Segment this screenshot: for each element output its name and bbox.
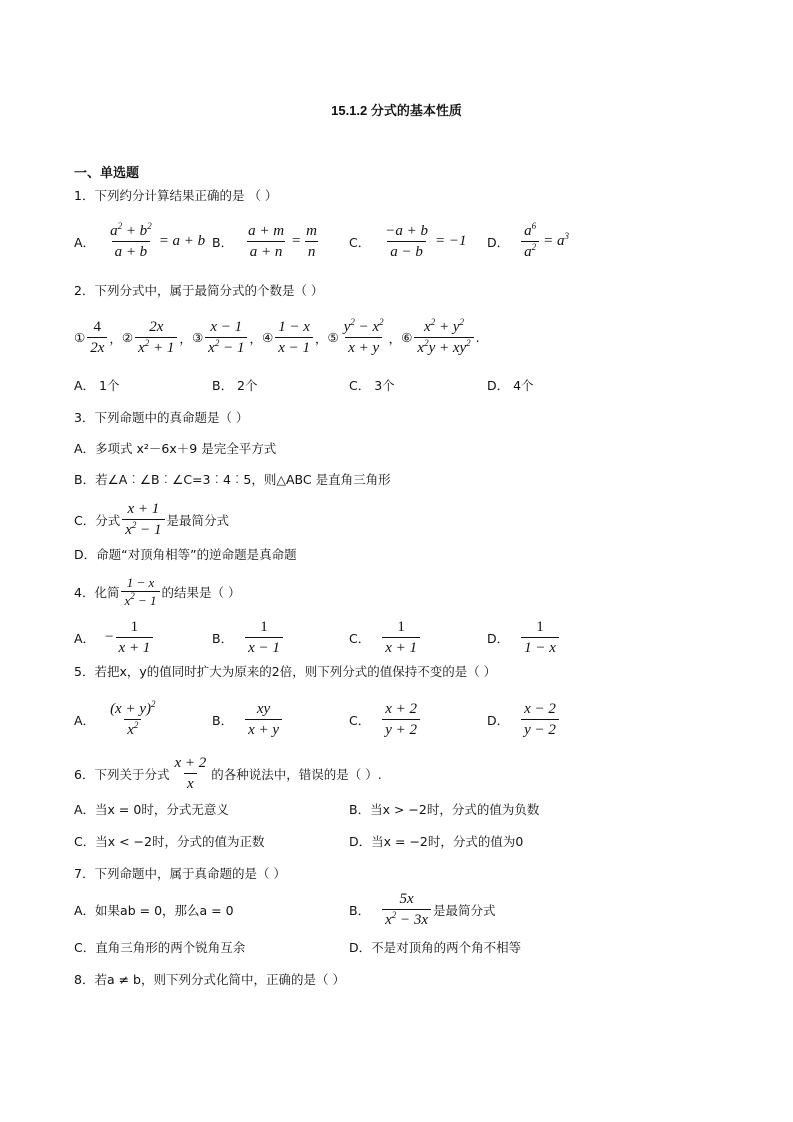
option-label: C． [349, 630, 371, 646]
question-7-option-d: D．不是对顶角的两个角不相等 [349, 940, 522, 955]
circle-number: ③ [191, 330, 204, 345]
question-2-option-a: A． 1个 [74, 378, 120, 393]
question-4-suffix: 的结果是（ ） [161, 584, 241, 600]
question-6-option-c: C．当x < −2时，分式的值为正数 [74, 834, 265, 849]
fraction: $\frac{1}{x + 1}$ [382, 618, 420, 657]
question-1-stem: 1．下列约分计算结果正确的是 （ ） [74, 188, 278, 203]
fraction: $\frac{x - 2}{y - 2}$ [521, 700, 559, 739]
option-label: C． [349, 234, 371, 250]
option-b-suffix: 是最简分式 [433, 902, 496, 918]
question-7-option-a: A．如果ab = 0，那么a = 0 [74, 903, 234, 918]
option-c-prefix: C．分式 [74, 512, 121, 528]
fraction: $\frac{a^2 + b^2}{a + b}$ [110, 221, 152, 260]
question-1-option-a: A． $\frac{a^2 + b^2}{a + b}$ = a + b [74, 221, 206, 260]
question-3-option-a: A．多项式 x²－6x＋9 是完全平方式 [74, 441, 277, 456]
question-4-prefix: 4．化简 [74, 584, 120, 600]
question-7-stem: 7．下列命题中，属于真命题的是（ ） [74, 866, 286, 881]
fraction: $\frac{1}{1 - x}$ [521, 618, 559, 657]
fraction: $\frac{a + m}{a + n}$ [248, 223, 285, 260]
fraction: $\frac{2x}{x^2 + 1}$ [135, 318, 177, 357]
question-6-prefix: 6．下列关于分式 [74, 766, 170, 782]
fraction: $\frac{xy}{x + y}$ [245, 700, 282, 739]
fraction: $\frac{1}{x + 1}$ [116, 618, 154, 657]
circle-number: ① [74, 330, 86, 345]
fraction: $\frac{1 - x}{x - 1}$ [275, 318, 313, 357]
option-label: B． [212, 712, 234, 728]
question-4-option-b [212, 618, 285, 657]
fraction: $\frac{1 - x}{x^2 - 1}$ [121, 575, 159, 608]
question-4-option-d [487, 618, 561, 657]
fraction: $\frac{(x + y)^2}{x^2}$ [110, 699, 156, 738]
question-1-option-b: B． $\frac{a + m}{a + n}$ = $\frac{m}{n}$ [212, 222, 322, 261]
question-6-suffix: 的各种说法中，错误的是（ ）. [211, 766, 382, 782]
option-label: D． [487, 234, 510, 250]
question-5-option-a [74, 700, 161, 739]
question-2-stem: 2．下列分式中，属于最简分式的个数是（ ） [74, 283, 324, 298]
question-1-option-c: C． $\frac{-a + b}{a - b}$ = −1 [349, 223, 467, 260]
question-7-option-c: C．直角三角形的两个锐角互余 [74, 940, 246, 955]
fraction: $\frac{1}{x - 1}$ [245, 618, 283, 657]
circle-number: ④ [261, 330, 274, 345]
question-5-stem: 5．若把x，y的值同时扩大为原来的2倍，则下列分式的值保持不变的是（ ） [74, 664, 497, 679]
option-label: B． [349, 902, 371, 918]
fraction: $\frac{a^6}{a^2}$ [521, 222, 539, 261]
question-4-stem [74, 575, 241, 608]
question-2-option-b: B． 2个 [212, 378, 258, 393]
question-6-option-d: D．当x = −2时，分式的值为0 [349, 834, 524, 849]
fraction: $\frac{m}{n}$ [306, 223, 318, 260]
option-label: B． [212, 234, 234, 250]
option-c-suffix: 是最简分式 [166, 512, 230, 528]
question-6-option-a: A．当x = 0时，分式无意义 [74, 802, 229, 817]
question-3-option-c [74, 500, 229, 539]
option-label: C． [349, 712, 371, 728]
section-heading: 一、单选题 [74, 166, 140, 181]
fraction: $\frac{x + 2}{x}$ [174, 755, 207, 792]
fraction: $\frac{y^2 - x^2}{x + y}$ [343, 317, 384, 356]
question-2-option-d: D． 4个 [487, 378, 534, 393]
question-5-option-c [349, 700, 422, 739]
circle-number: ⑥ [401, 330, 413, 345]
page-title: 15.1.2 分式的基本性质 [331, 103, 462, 118]
option-label: A． [74, 630, 96, 646]
question-4-option-c [349, 618, 422, 657]
question-2-fraction-list: ① $\frac{4}{2x}$ ， ② $\frac{2x}{x^2 + 1}$ ， ③ $\frac{x - 1}{x^2 - 1}$ ， ④ $\frac{1 - x}{x - 1}$ ， ⑤ $\frac{y^2 - x^2}{x + y}$ ， ⑥ $\frac{x^2 + y^2}{x^2y + xy^2}$ . [74, 317, 480, 356]
option-label: B． [212, 630, 234, 646]
question-4-option-a: A． − $\frac{1}{x + 1}$ [74, 618, 155, 657]
option-label: D． [487, 712, 510, 728]
option-label: A． [74, 234, 96, 250]
circle-number: ② [121, 330, 134, 345]
fraction: $\frac{4}{2x}$ [87, 318, 107, 357]
question-1-option-d: D． $\frac{a^6}{a^2}$ = $a^3$ [487, 221, 570, 260]
option-label: A． [74, 712, 96, 728]
circle-number: ⑤ [327, 330, 339, 345]
question-3-option-b: B．若∠A︰∠B︰∠C=3︰4︰5，则△ABC 是直角三角形 [74, 472, 391, 487]
question-8-stem: 8．若a ≠ b，则下列分式化简中，正确的是（ ） [74, 972, 345, 987]
option-label: D． [487, 630, 510, 646]
question-6-stem [74, 754, 382, 793]
fraction: $\frac{x - 1}{x^2 - 1}$ [205, 318, 247, 357]
fraction: $\frac{x + 2}{y + 2}$ [382, 700, 420, 739]
question-6-option-b: B．当x > −2时，分式的值为负数 [349, 802, 540, 817]
question-2-option-c: C． 3个 [349, 378, 395, 393]
question-5-option-d [487, 700, 561, 739]
fraction: $\frac{5x}{x^2 - 3x}$ [382, 890, 431, 929]
question-5-option-b [212, 700, 284, 739]
question-3-option-d: D．命题“对顶角相等”的逆命题是真命题 [74, 547, 297, 562]
question-7-option-b [349, 890, 496, 929]
question-3-stem: 3．下列命题中的真命题是（ ） [74, 410, 249, 425]
fraction: $\frac{x + 1}{x^2 - 1}$ [122, 500, 164, 539]
fraction: $\frac{-a + b}{a - b}$ [385, 223, 428, 260]
fraction: $\frac{x^2 + y^2}{x^2y + xy^2}$ [414, 318, 473, 357]
